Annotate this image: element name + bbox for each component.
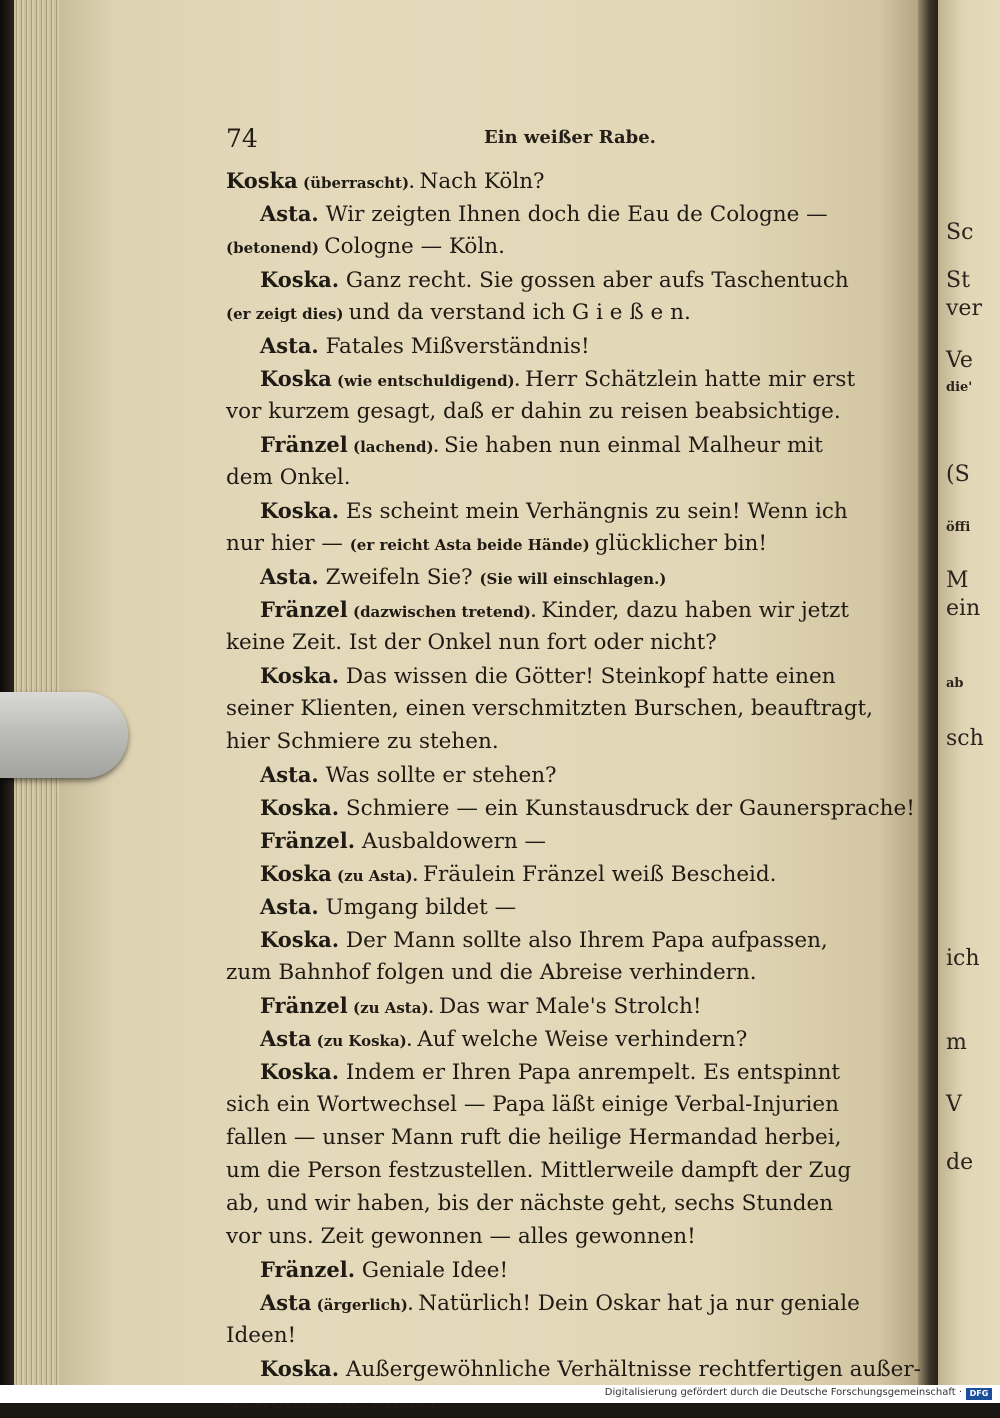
right-page-text: ich bbox=[946, 946, 980, 971]
dialogue-text: Schmiere — ein Kunstausdruck der Gaunersprache! bbox=[339, 796, 915, 821]
speaker-name: Asta. bbox=[260, 333, 319, 358]
dialogue-text: Was sollte er stehen? bbox=[318, 763, 557, 788]
right-page-text: Ve bbox=[946, 348, 973, 373]
speaker-name: Asta. bbox=[260, 762, 319, 787]
dialogue-text: seiner Klienten, einen verschmitzten Burschen, beauftragt, bbox=[226, 696, 873, 721]
speaker-name: Asta. bbox=[260, 564, 319, 589]
footer-bar bbox=[0, 1385, 1000, 1403]
dialogue-text: Auf welche Weise verhindern? bbox=[417, 1027, 748, 1052]
speaker-name: Fränzel. bbox=[260, 828, 356, 853]
right-page-text: Sc bbox=[946, 220, 974, 245]
dialogue-text: Der Mann sollte also Ihrem Papa aufpassen, bbox=[339, 928, 828, 953]
dialogue-text: vor uns. Zeit gewonnen — alles gewonnen! bbox=[226, 1224, 696, 1249]
right-page-text: M bbox=[946, 568, 969, 593]
dialogue-text: vor kurzem gesagt, daß er dahin zu reisen beabsichtige. bbox=[226, 399, 841, 424]
dialogue-text: und da verstand ich G i e ß e n. bbox=[348, 300, 691, 325]
speaker-name: Fränzel bbox=[260, 993, 348, 1018]
dialogue-text: keine Zeit. Ist der Onkel nun fort oder nicht? bbox=[226, 630, 717, 655]
text-line bbox=[226, 263, 886, 296]
dialogue-text: Geniale Idee! bbox=[355, 1258, 509, 1283]
dialogue-text: Das wissen die Götter! Steinkopf hatte einen bbox=[339, 664, 836, 689]
right-page-text: sch bbox=[946, 726, 984, 751]
dialogue-text: Ganz recht. Sie gossen aber aufs Taschentuch bbox=[339, 268, 849, 293]
text-line bbox=[226, 395, 886, 428]
text-line bbox=[226, 560, 886, 593]
speaker-name: Koska. bbox=[260, 1356, 340, 1381]
page-clip bbox=[0, 692, 128, 778]
text-line bbox=[226, 527, 886, 560]
speaker-name: Koska bbox=[260, 861, 332, 886]
speaker-name: Asta. bbox=[260, 894, 319, 919]
text-line bbox=[226, 593, 886, 626]
speaker-name: Koska. bbox=[260, 795, 340, 820]
speaker-name: Fränzel bbox=[260, 597, 348, 622]
dfg-logo: DFG bbox=[966, 1388, 992, 1400]
right-page-text: de bbox=[946, 1150, 974, 1175]
text-line bbox=[226, 1088, 886, 1121]
text-line bbox=[226, 692, 886, 725]
speaker-name: Koska bbox=[260, 366, 332, 391]
text-line bbox=[226, 1220, 886, 1253]
dialogue-text: Cologne — Köln. bbox=[324, 234, 505, 259]
dialogue-text: Indem er Ihren Papa anrempelt. Es entspinnt bbox=[339, 1060, 841, 1085]
dialogue-text: ab, und wir haben, bis der nächste geht, sechs Stunden bbox=[226, 1191, 834, 1216]
dialogue-text: dem Onkel. bbox=[226, 465, 351, 490]
right-page-text: m bbox=[946, 1030, 967, 1055]
speaker-name: Koska. bbox=[260, 498, 340, 523]
speaker-name: Fränzel. bbox=[260, 1257, 356, 1282]
right-page-text: die' bbox=[946, 380, 973, 395]
text-line bbox=[226, 791, 915, 824]
speaker-name: Koska. bbox=[260, 663, 340, 688]
dialogue-text: Ausbaldowern — bbox=[355, 829, 547, 854]
text-line bbox=[226, 857, 886, 890]
text-line bbox=[226, 758, 886, 791]
stage-direction: (zu Asta). bbox=[331, 867, 424, 885]
text-line bbox=[226, 164, 886, 197]
dialogue-text: Wir zeigten Ihnen doch die Eau de Cologne — bbox=[318, 202, 828, 227]
dialogue-text: nur hier — bbox=[226, 531, 350, 556]
text-line bbox=[226, 659, 886, 692]
speaker-name: Asta bbox=[260, 1290, 312, 1315]
stage-direction: (wie entschuldigend). bbox=[331, 372, 526, 390]
page-header bbox=[226, 124, 886, 158]
stage-direction: (dazwischen tretend). bbox=[347, 603, 542, 621]
stage-direction: (zu Koska). bbox=[311, 1032, 418, 1050]
speaker-name: Asta. bbox=[260, 201, 319, 226]
stage-direction: (zu Asta). bbox=[347, 999, 439, 1017]
page-number: 74 bbox=[226, 124, 258, 153]
dialogue-text: Fräulein Fränzel weiß Bescheid. bbox=[423, 862, 777, 887]
speaker-name: Koska. bbox=[260, 927, 340, 952]
text-line bbox=[226, 428, 886, 461]
text-line bbox=[226, 197, 886, 230]
text-line bbox=[226, 824, 886, 857]
running-title: Ein weißer Rabe. bbox=[484, 127, 656, 148]
right-page-text: (S bbox=[946, 462, 970, 487]
text-line bbox=[226, 725, 886, 758]
text-line bbox=[226, 1154, 886, 1187]
right-page-text: öffi bbox=[946, 520, 971, 535]
text-line bbox=[226, 1253, 886, 1286]
stage-direction: (betonend) bbox=[226, 239, 325, 257]
dialogue-text: hier Schmiere zu stehen. bbox=[226, 729, 499, 754]
text-line bbox=[226, 626, 886, 659]
speaker-name: Asta bbox=[260, 1026, 312, 1051]
speaker-name: Koska bbox=[226, 168, 298, 193]
dialogue-text: Kinder, dazu haben wir jetzt bbox=[541, 598, 850, 623]
dialogue-text: Natürlich! Dein Oskar hat ja nur geniale bbox=[418, 1291, 860, 1316]
text-line bbox=[226, 362, 886, 395]
dialogue-text: fallen — unser Mann ruft die heilige Hermandad herbei, bbox=[226, 1125, 842, 1150]
dialogue-text: Nach Köln? bbox=[419, 169, 545, 194]
text-line bbox=[226, 989, 886, 1022]
dialogue-text: zum Bahnhof folgen und die Abreise verhindern. bbox=[226, 960, 757, 985]
right-page-text: ab bbox=[946, 676, 964, 691]
right-page-text: ver bbox=[946, 296, 982, 321]
stage-direction: (lachend). bbox=[347, 438, 445, 456]
text-line bbox=[226, 1187, 886, 1220]
stage-direction: (er reicht Asta beide Hände) bbox=[349, 536, 595, 554]
dialogue-text: Zweifeln Sie? bbox=[318, 565, 480, 590]
dialogue-text: sich ein Wortwechsel — Papa läßt einige Verbal-Injurien bbox=[226, 1092, 839, 1117]
speaker-name: Fränzel bbox=[260, 432, 348, 457]
speaker-name: Koska. bbox=[260, 1059, 340, 1084]
dialogue-text: Fatales Mißverständnis! bbox=[318, 334, 590, 359]
right-page-text: V bbox=[946, 1092, 962, 1117]
text-line bbox=[226, 329, 886, 362]
text-line bbox=[226, 1121, 886, 1154]
right-page-fragment bbox=[938, 0, 1000, 1385]
right-page-text: St bbox=[946, 268, 970, 293]
dialogue-text: um die Person festzustellen. Mittlerweile dampft der Zug bbox=[226, 1158, 852, 1183]
text-line bbox=[226, 1022, 886, 1055]
speaker-name: Koska. bbox=[260, 267, 340, 292]
text-line bbox=[226, 1319, 886, 1352]
right-page-text: ein bbox=[946, 596, 981, 621]
page-text bbox=[226, 164, 921, 1418]
funding-credit: Digitalisierung gefördert durch die Deutsche Forschungsgemeinschaft · bbox=[604, 1387, 962, 1398]
text-line bbox=[226, 296, 886, 329]
dialogue-text: Herr Schätzlein hatte mir erst bbox=[525, 367, 856, 392]
stage-direction: (er zeigt dies) bbox=[226, 305, 349, 323]
text-line bbox=[226, 890, 886, 923]
text-line bbox=[226, 461, 886, 494]
text-line bbox=[226, 494, 886, 527]
dialogue-text: Es scheint mein Verhängnis zu sein! Wenn ich bbox=[339, 499, 848, 524]
text-line bbox=[226, 923, 886, 956]
text-line bbox=[226, 956, 886, 989]
dialogue-text: glücklicher bin! bbox=[594, 531, 768, 556]
text-line bbox=[226, 1286, 886, 1319]
text-line bbox=[226, 1055, 886, 1088]
dialogue-text: Ideen! bbox=[226, 1323, 297, 1348]
text-line bbox=[226, 1352, 921, 1385]
dialogue-text: Sie haben nun einmal Malheur mit bbox=[444, 433, 823, 458]
stage-direction: (ärgerlich). bbox=[311, 1296, 419, 1314]
dialogue-text: Das war Male's Strolch! bbox=[439, 994, 702, 1019]
dialogue-text: Außergewöhnliche Verhältnisse rechtfertigen außer- bbox=[339, 1357, 921, 1382]
dialogue-text: Umgang bildet — bbox=[318, 895, 517, 920]
text-line bbox=[226, 230, 886, 263]
stage-direction: (überrascht). bbox=[297, 174, 420, 192]
stage-direction: (Sie will einschlagen.) bbox=[479, 570, 667, 588]
